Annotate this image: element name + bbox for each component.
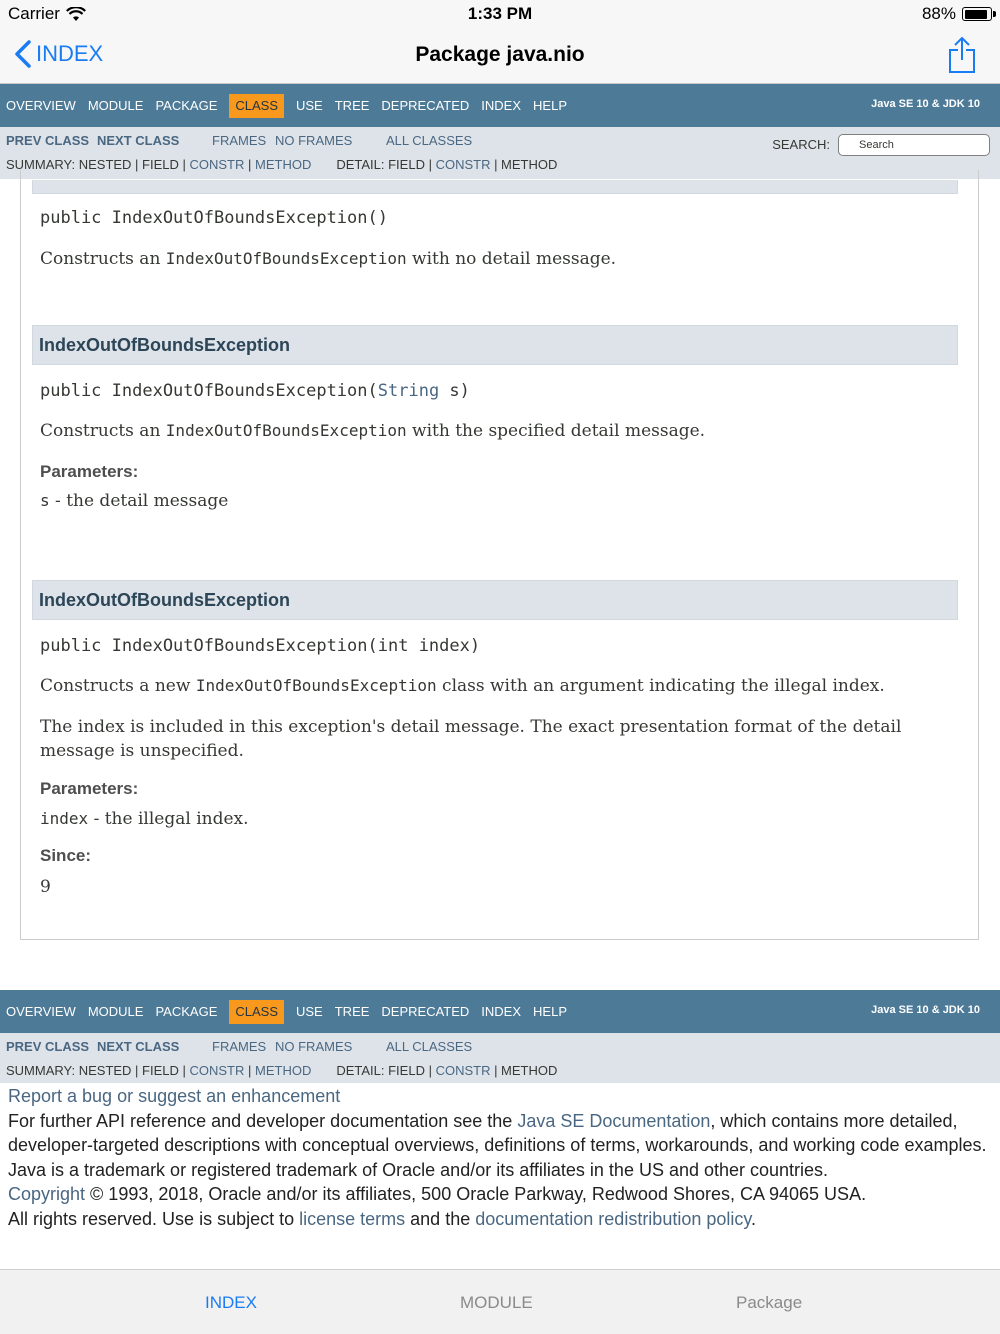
since-label: Since: <box>40 846 92 865</box>
parameters-label: Parameters: <box>40 779 139 798</box>
since-value: 9 <box>40 877 51 897</box>
all-classes-link[interactable]: ALL CLASSES <box>386 1039 473 1054</box>
bottom-navbar <box>0 990 1000 1033</box>
back-label: INDEX <box>36 41 104 66</box>
constructor-heading: IndexOutOfBoundsException <box>32 325 958 365</box>
copyright-link[interactable]: Copyright <box>8 1184 86 1204</box>
string-type-link[interactable]: String <box>377 381 440 401</box>
nav-item-help[interactable]: HELP <box>533 1003 567 1019</box>
nav-item-index[interactable]: INDEX <box>481 97 522 113</box>
nav-item-class[interactable]: CLASS <box>229 1000 284 1024</box>
constructor-block-3 <box>32 580 958 917</box>
frames-link[interactable]: FRAMES <box>212 1039 267 1054</box>
summary-constr-link[interactable]: CONSTR <box>189 157 245 172</box>
report-bug-link[interactable]: Report a bug or suggest an enhancement <box>8 1086 341 1106</box>
summary-row: SUMMARY: NESTED | FIELD | CONSTR | METHOD DETAIL: FIELD | CONSTR | METHOD <box>6 157 558 172</box>
redistribution-policy-link[interactable]: documentation redistribution policy <box>475 1208 752 1229</box>
nav-item-overview[interactable]: OVERVIEW <box>6 97 76 113</box>
constructor-description: Constructs a new IndexOutOfBoundsException class with an argument indicating the illegal index. <box>40 676 885 696</box>
no-frames-link[interactable]: NO FRAMES <box>275 1039 353 1054</box>
nav-item-tree[interactable]: TREE <box>334 1003 370 1019</box>
summary-constr-link[interactable]: CONSTR <box>189 1063 245 1078</box>
brand-label: Java SE 10 & JDK 10 <box>871 1004 980 1016</box>
parameter-description: s - the detail message <box>40 491 229 511</box>
further-docs-text: For further API reference and developer documentation see the Java SE Documentation, which contains more detailed, developer-targeted descriptions with conceptual overviews, definitions of terms, workarounds, and working code examples. <box>8 1110 987 1155</box>
battery-group <box>922 4 992 24</box>
parameter-description: index - the illegal index. <box>40 809 249 829</box>
constructor-description: Constructs an IndexOutOfBoundsException with the specified detail message. <box>40 421 706 441</box>
legal-footer <box>8 1084 1000 1231</box>
battery-percent: 88% <box>921 4 956 23</box>
search-input[interactable]: Search <box>838 134 990 156</box>
summary-method-link[interactable]: METHOD <box>255 1063 312 1078</box>
detail-constr-link[interactable]: CONSTR <box>435 157 491 172</box>
search-label: SEARCH: <box>772 137 830 152</box>
summary-method-link[interactable]: METHOD <box>255 157 312 172</box>
bottom-navbar-items <box>0 990 573 1033</box>
constructor-detail-text: The index is included in this exception's detail message. The exact presentation format of the detail message is unspecified. <box>40 717 902 761</box>
constructor-signature: public IndexOutOfBoundsException() <box>40 208 388 228</box>
page-title: Package java.nio <box>415 43 585 66</box>
constructor-heading: IndexOutOfBoundsException <box>32 580 958 620</box>
nav-item-use[interactable]: USE <box>296 1003 323 1019</box>
constructor-signature: public IndexOutOfBoundsException(String s) <box>40 381 470 401</box>
top-navbar <box>0 84 1000 127</box>
nav-item-module[interactable]: MODULE <box>87 97 144 113</box>
constructor-block-2 <box>32 325 958 535</box>
bottom-tab-bar <box>0 1269 1000 1334</box>
battery-fill <box>965 10 987 19</box>
constructor-block-1 <box>32 180 958 280</box>
next-class-link[interactable]: NEXT CLASS <box>97 1039 180 1054</box>
navigation-bar <box>0 28 1000 84</box>
constructor-description: Constructs an IndexOutOfBoundsException with no detail message. <box>40 249 617 269</box>
next-class-link[interactable]: NEXT CLASS <box>97 133 180 148</box>
nav-item-use[interactable]: USE <box>296 97 323 113</box>
nav-item-help[interactable]: HELP <box>533 97 567 113</box>
prev-class-link[interactable]: PREV CLASS <box>6 1039 90 1054</box>
share-icon <box>948 36 976 74</box>
brand-label: Java SE 10 & JDK 10 <box>871 98 980 110</box>
nav-item-package[interactable]: PACKAGE <box>155 97 218 113</box>
status-bar <box>0 0 1000 28</box>
tab-index[interactable]: INDEX <box>205 1293 257 1312</box>
nav-item-class[interactable]: CLASS <box>229 94 284 118</box>
constructor-signature: public IndexOutOfBoundsException(int index) <box>40 636 481 656</box>
parameters-label: Parameters: <box>40 462 139 481</box>
tab-module[interactable]: MODULE <box>460 1293 533 1312</box>
trademark-text: Java is a trademark or registered trademark of Oracle and/or its affiliates in the US and other countries. <box>8 1159 829 1180</box>
nav-item-tree[interactable]: TREE <box>334 97 370 113</box>
nav-item-index[interactable]: INDEX <box>481 1003 522 1019</box>
share-button[interactable] <box>948 36 976 79</box>
rights-text: All rights reserved. Use is subject to license terms and the documentation redistribution policy. <box>8 1208 757 1229</box>
all-classes-link[interactable]: ALL CLASSES <box>386 133 473 148</box>
java-se-docs-link[interactable]: Java SE Documentation <box>517 1110 711 1131</box>
bottom-subnav <box>0 1033 1000 1083</box>
frames-link[interactable]: FRAMES <box>212 133 267 148</box>
copyright-text: Copyright © 1993, 2018, Oracle and/or its affiliates, 500 Oracle Parkway, Redwood Shores, CA 94065 USA. <box>8 1184 867 1204</box>
summary-row: SUMMARY: NESTED | FIELD | CONSTR | METHOD DETAIL: FIELD | CONSTR | METHOD <box>6 1063 558 1078</box>
no-frames-link[interactable]: NO FRAMES <box>275 133 353 148</box>
battery-icon <box>962 7 992 21</box>
nav-item-deprecated[interactable]: DEPRECATED <box>381 97 470 113</box>
tab-package[interactable]: Package <box>736 1293 803 1312</box>
carrier-label: Carrier <box>8 4 60 23</box>
nav-item-overview[interactable]: OVERVIEW <box>6 1003 76 1019</box>
detail-constr-link[interactable]: CONSTR <box>435 1063 491 1078</box>
nav-item-deprecated[interactable]: DEPRECATED <box>381 1003 470 1019</box>
clock: 1:33 PM <box>467 4 533 23</box>
license-terms-link[interactable]: license terms <box>299 1208 406 1229</box>
prev-class-link[interactable]: PREV CLASS <box>6 133 90 148</box>
nav-item-module[interactable]: MODULE <box>87 1003 144 1019</box>
nav-item-package[interactable]: PACKAGE <box>155 1003 218 1019</box>
top-navbar-items <box>0 84 573 127</box>
